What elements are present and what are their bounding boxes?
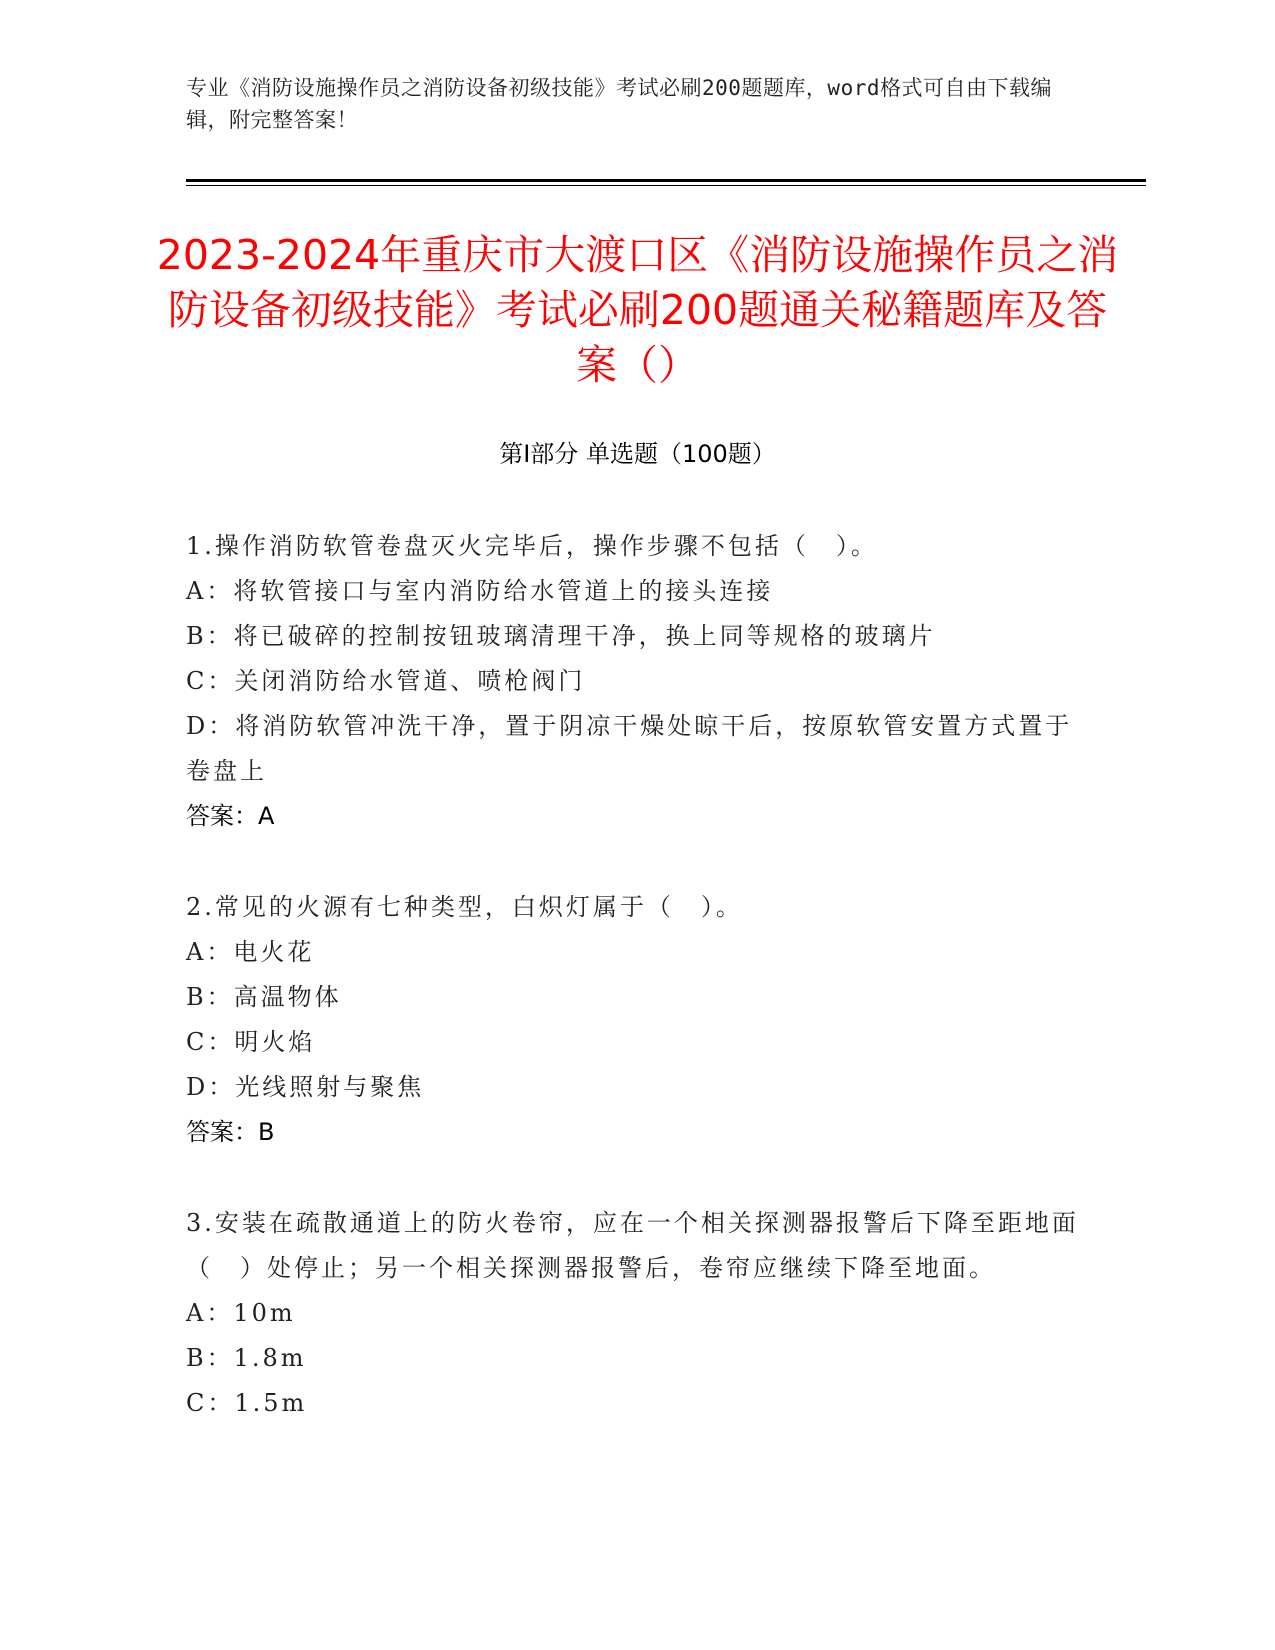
option-d: D：光线照射与聚焦 bbox=[186, 1073, 425, 1101]
option-b: B：将已破碎的控制按钮玻璃清理干净，换上同等规格的玻璃片 bbox=[186, 622, 936, 650]
question-stem: 1.操作消防软管卷盘灭火完毕后，操作步骤不包括（ ）。 bbox=[186, 532, 878, 560]
option-c: C：1.5m bbox=[186, 1389, 308, 1417]
option-c: C：明火焰 bbox=[186, 1028, 316, 1056]
question-2 bbox=[186, 885, 1086, 1155]
question-stem: 3.安装在疏散通道上的防火卷帘，应在一个相关探测器报警后下降至距地面（ ）处停止；另一个相关探测器报警后，卷帘应继续下降至地面。 bbox=[186, 1209, 1079, 1282]
option-a: A：将软管接口与室内消防给水管道上的接头连接 bbox=[186, 577, 774, 605]
question-1 bbox=[186, 524, 1086, 839]
option-a: A：10m bbox=[186, 1299, 296, 1327]
header-note: 专业《消防设施操作员之消防设备初级技能》考试必刷200题题库，word格式可自由下载编辑，附完整答案！ bbox=[186, 76, 1052, 132]
question-stem: 2.常见的火源有七种类型，白炽灯属于（ ）。 bbox=[186, 893, 743, 921]
answer: 答案：A bbox=[186, 802, 275, 830]
option-c: C：关闭消防给水管道、喷枪阀门 bbox=[186, 667, 586, 695]
document-title: 2023-2024年重庆市大渡口区《消防设施操作员之消防设备初级技能》考试必刷200题通关秘籍题库及答案（） bbox=[156, 231, 1119, 389]
section-heading: 第Ⅰ部分 单选题（100题） bbox=[499, 440, 776, 468]
header-divider-thin bbox=[186, 185, 1146, 186]
option-a: A：电火花 bbox=[186, 938, 315, 966]
question-list bbox=[186, 524, 1086, 1472]
header-divider-thick bbox=[186, 179, 1146, 182]
option-b: B：高温物体 bbox=[186, 983, 342, 1011]
answer: 答案：B bbox=[186, 1118, 275, 1146]
question-3 bbox=[186, 1201, 1086, 1426]
option-d: D：将消防软管冲洗干净，置于阴凉干燥处晾干后，按原软管安置方式置于卷盘上 bbox=[186, 712, 1073, 785]
option-b: B：1.8m bbox=[186, 1344, 307, 1372]
